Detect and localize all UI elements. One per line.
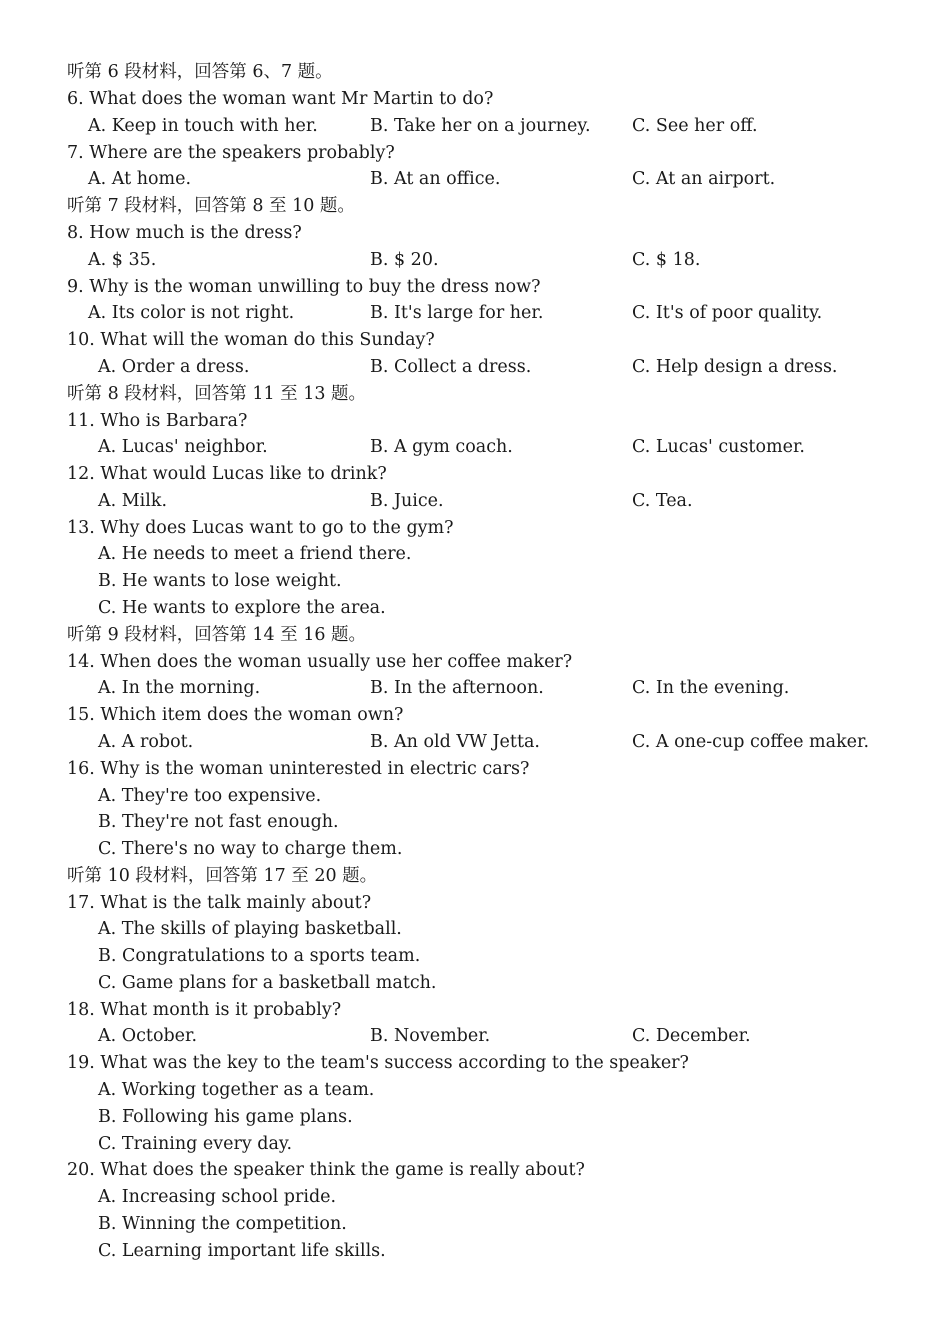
- option-b: B. In the afternoon.: [370, 678, 544, 698]
- option-line: [0, 1184, 950, 1211]
- option-line: [0, 1211, 950, 1238]
- option-line: [0, 970, 950, 997]
- option-b: B. They're not fast enough.: [98, 812, 339, 832]
- question-stem: 20. What does the speaker think the game is really about?: [67, 1160, 585, 1180]
- option-line: [0, 1131, 950, 1158]
- option-b: B. $ 20.: [370, 250, 439, 270]
- option-c: C. $ 18.: [632, 250, 701, 270]
- option-row: [0, 675, 950, 702]
- option-row: [0, 354, 950, 381]
- option-c: C. He wants to explore the area.: [98, 598, 386, 618]
- option-line: [0, 1104, 950, 1131]
- option-b: B. Following his game plans.: [98, 1107, 353, 1127]
- option-a: A. Increasing school pride.: [98, 1187, 337, 1207]
- section-heading: 听第 6 段材料，回答第 6、7 题。: [67, 62, 333, 82]
- option-b: B. Collect a dress.: [370, 357, 532, 377]
- option-row: [0, 113, 950, 140]
- question-stem: 7. Where are the speakers probably?: [67, 143, 395, 163]
- option-a: A. Order a dress.: [98, 357, 250, 377]
- option-a: A. Keep in touch with her.: [88, 116, 318, 136]
- option-line: [0, 836, 950, 863]
- option-a: A. Working together as a team.: [98, 1080, 375, 1100]
- option-c: C. There's no way to charge them.: [98, 839, 403, 859]
- option-line: [0, 809, 950, 836]
- section-heading: 听第 7 段材料，回答第 8 至 10 题。: [67, 196, 355, 216]
- question-stem: 8. How much is the dress?: [67, 223, 302, 243]
- option-a: A. A robot.: [98, 732, 194, 752]
- question-stem: 11. Who is Barbara?: [67, 411, 248, 431]
- section-heading: 听第 8 段材料，回答第 11 至 13 题。: [67, 384, 367, 404]
- option-b: B. Juice.: [370, 491, 444, 511]
- question-stem: 19. What was the key to the team's success according to the speaker?: [67, 1053, 689, 1073]
- option-c: C. Game plans for a basketball match.: [98, 973, 437, 993]
- option-c: C. See her off.: [632, 116, 758, 136]
- option-line: [0, 568, 950, 595]
- question-stem: 14. When does the woman usually use her coffee maker?: [67, 652, 573, 672]
- option-c: C. At an airport.: [632, 169, 776, 189]
- question-stem: 9. Why is the woman unwilling to buy the dress now?: [67, 277, 541, 297]
- question-stem: 12. What would Lucas like to drink?: [67, 464, 387, 484]
- section-heading: 听第 9 段材料，回答第 14 至 16 题。: [67, 625, 367, 645]
- option-line: [0, 1077, 950, 1104]
- option-a: A. The skills of playing basketball.: [98, 919, 402, 939]
- option-b: B. An old VW Jetta.: [370, 732, 540, 752]
- option-line: [0, 595, 950, 622]
- option-row: [0, 166, 950, 193]
- option-row: [0, 247, 950, 274]
- option-b: B. He wants to lose weight.: [98, 571, 342, 591]
- option-a: A. At home.: [88, 169, 192, 189]
- option-line: [0, 1238, 950, 1265]
- option-line: [0, 783, 950, 810]
- option-b: B. At an office.: [370, 169, 501, 189]
- option-a: A. In the morning.: [98, 678, 261, 698]
- option-c: C. Lucas' customer.: [632, 437, 805, 457]
- option-a: A. $ 35.: [88, 250, 157, 270]
- option-c: C. December.: [632, 1026, 751, 1046]
- option-b: B. It's large for her.: [370, 303, 544, 323]
- option-row: [0, 1023, 950, 1050]
- option-row: [0, 300, 950, 327]
- option-line: [0, 916, 950, 943]
- option-row: [0, 488, 950, 515]
- option-b: B. Take her on a journey.: [370, 116, 591, 136]
- option-c: C. A one-cup coffee maker.: [632, 732, 870, 752]
- option-c: C. In the evening.: [632, 678, 790, 698]
- option-b: B. A gym coach.: [370, 437, 513, 457]
- question-stem: 15. Which item does the woman own?: [67, 705, 404, 725]
- question-stem: 17. What is the talk mainly about?: [67, 893, 372, 913]
- option-c: C. Learning important life skills.: [98, 1241, 386, 1261]
- section-heading: 听第 10 段材料，回答第 17 至 20 题。: [67, 866, 378, 886]
- option-b: B. Congratulations to a sports team.: [98, 946, 421, 966]
- option-b: B. Winning the competition.: [98, 1214, 347, 1234]
- option-c: C. It's of poor quality.: [632, 303, 823, 323]
- question-stem: 10. What will the woman do this Sunday?: [67, 330, 435, 350]
- option-a: A. He needs to meet a friend there.: [98, 544, 412, 564]
- option-a: A. Milk.: [98, 491, 168, 511]
- question-stem: 13. Why does Lucas want to go to the gym?: [67, 518, 454, 538]
- option-a: A. They're too expensive.: [98, 786, 322, 806]
- option-line: [0, 541, 950, 568]
- option-a: A. October.: [98, 1026, 198, 1046]
- option-c: C. Help design a dress.: [632, 357, 838, 377]
- option-line: [0, 943, 950, 970]
- option-c: C. Training every day.: [98, 1134, 293, 1154]
- option-row: [0, 729, 950, 756]
- question-stem: 16. Why is the woman uninterested in electric cars?: [67, 759, 530, 779]
- option-a: A. Its color is not right.: [88, 303, 295, 323]
- question-stem: 18. What month is it probably?: [67, 1000, 342, 1020]
- option-b: B. November.: [370, 1026, 491, 1046]
- option-c: C. Tea.: [632, 491, 693, 511]
- option-row: [0, 434, 950, 461]
- option-a: A. Lucas' neighbor.: [98, 437, 268, 457]
- question-stem: 6. What does the woman want Mr Martin to do?: [67, 89, 494, 109]
